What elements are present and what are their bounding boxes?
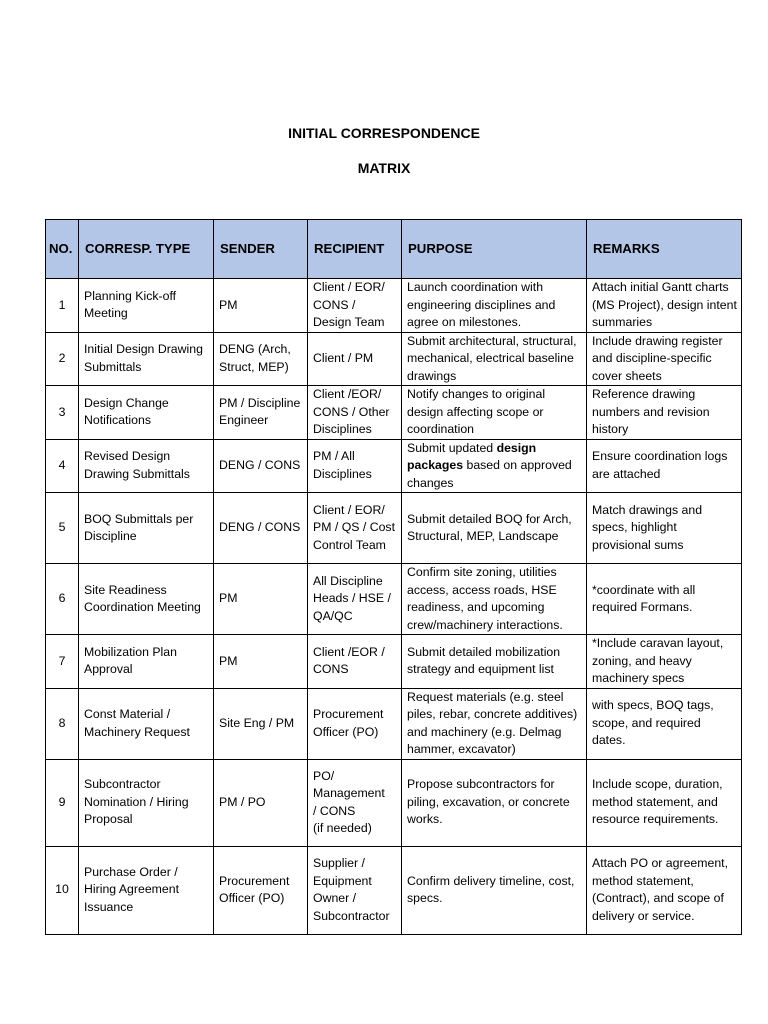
row-number: 9 — [46, 759, 79, 846]
purpose-text-end: based on approved changes — [407, 458, 572, 490]
purpose-cell: Submit detailed mobilization strategy and equipment list — [402, 635, 587, 689]
table-row — [46, 386, 742, 440]
purpose-cell: Confirm site zoning, utilities access, access roads, HSE readiness, and upcoming crew/machinery interactions. — [402, 564, 587, 635]
correspondence-matrix-table — [45, 219, 742, 935]
remarks-cell: Include drawing register and discipline-specific cover sheets — [587, 332, 742, 386]
purpose-cell: Propose subcontractors for piling, excavation, or concrete works. — [402, 759, 587, 846]
corresp-type-cell: Revised Design Drawing Submittals — [79, 439, 214, 493]
recipient-cell: Client /EOR/ CONS / Other Disciplines — [308, 386, 402, 440]
remarks-cell: Attach initial Gantt charts (MS Project), design intent summaries — [587, 279, 742, 333]
row-number: 1 — [46, 279, 79, 333]
row-number: 2 — [46, 332, 79, 386]
recipient-cell: Client / EOR/ PM / QS / Cost Control Team — [308, 493, 402, 564]
header-corresp-type: CORRESP. TYPE — [79, 220, 214, 279]
header-purpose: PURPOSE — [402, 220, 587, 279]
purpose-cell: Request materials (e.g. steel piles, rebar, concrete additives) and machinery (e.g. Delmag hammer, excavator) — [402, 688, 587, 759]
header-sender: SENDER — [214, 220, 308, 279]
table-row — [46, 759, 742, 846]
recipient-cell: Procurement Officer (PO) — [308, 688, 402, 759]
purpose-bold-text: design packages — [407, 440, 537, 472]
corresp-type-cell: Planning Kick-off Meeting — [79, 279, 214, 333]
purpose-cell: Submit architectural, structural, mechanical, electrical baseline drawings — [402, 332, 587, 386]
sender-cell: PM — [214, 279, 308, 333]
remarks-cell: Include scope, duration, method statement, and resource requirements. — [587, 759, 742, 846]
corresp-type-cell: Initial Design Drawing Submittals — [79, 332, 214, 386]
remarks-cell: Reference drawing numbers and revision history — [587, 386, 742, 440]
sender-cell: PM / PO — [214, 759, 308, 846]
recipient-cell: Client / PM — [308, 332, 402, 386]
corresp-type-cell: Subcontractor Nomination / Hiring Proposal — [79, 759, 214, 846]
sender-cell: DENG / CONS — [214, 493, 308, 564]
sender-cell: PM — [214, 564, 308, 635]
recipient-cell: All Discipline Heads / HSE / QA/QC — [308, 564, 402, 635]
row-number: 7 — [46, 635, 79, 689]
document-title: INITIAL CORRESPONDENCE — [288, 125, 480, 141]
corresp-type-cell: Mobilization Plan Approval — [79, 635, 214, 689]
sender-cell: DENG (Arch, Struct, MEP) — [214, 332, 308, 386]
table-row — [46, 846, 742, 934]
remarks-cell: Attach PO or agreement, method statement, (Contract), and scope of delivery or service. — [587, 846, 742, 934]
header-remarks: REMARKS — [587, 220, 742, 279]
table-row — [46, 332, 742, 386]
table-header-row — [46, 220, 742, 279]
recipient-line: PO/ — [313, 768, 335, 783]
purpose-cell: Launch coordination with engineering disciplines and agree on milestones. — [402, 279, 587, 333]
row-number: 5 — [46, 493, 79, 564]
purpose-cell: Submit detailed BOQ for Arch, Structural, MEP, Landscape — [402, 493, 587, 564]
corresp-type-cell: Site Readiness Coordination Meeting — [79, 564, 214, 635]
corresp-type-cell: BOQ Submittals per Discipline — [79, 493, 214, 564]
purpose-text-start: Submit updated — [407, 440, 497, 455]
header-no: NO. — [46, 220, 79, 279]
row-number: 8 — [46, 688, 79, 759]
row-number: 6 — [46, 564, 79, 635]
table-row — [46, 635, 742, 689]
header-recipient: RECIPIENT — [308, 220, 402, 279]
sender-cell: PM — [214, 635, 308, 689]
row-number: 3 — [46, 386, 79, 440]
remarks-cell: *Include caravan layout, zoning, and heavy machinery specs — [587, 635, 742, 689]
table-row — [46, 688, 742, 759]
purpose-cell — [402, 439, 587, 493]
recipient-cell — [308, 759, 402, 846]
remarks-cell: Match drawings and specs, highlight provisional sums — [587, 493, 742, 564]
recipient-line: Management — [313, 786, 385, 800]
purpose-cell: Confirm delivery timeline, cost, specs. — [402, 846, 587, 934]
recipient-cell: Client /EOR / CONS — [308, 635, 402, 689]
sender-cell: DENG / CONS — [214, 439, 308, 493]
row-number: 4 — [46, 439, 79, 493]
row-number: 10 — [46, 846, 79, 934]
corresp-type-cell: Const Material / Machinery Request — [79, 688, 214, 759]
sender-cell: Site Eng / PM — [214, 688, 308, 759]
remarks-cell: with specs, BOQ tags, scope, and required dates. — [587, 688, 742, 759]
purpose-cell: Notify changes to original design affecting scope or coordination — [402, 386, 587, 440]
recipient-cell: Client / EOR/ CONS / Design Team — [308, 279, 402, 333]
recipient-cell: PM / All Disciplines — [308, 439, 402, 493]
remarks-cell: Ensure coordination logs are attached — [587, 439, 742, 493]
table-row — [46, 279, 742, 333]
remarks-cell: *coordinate with all required Formans. — [587, 564, 742, 635]
recipient-cell: Supplier / Equipment Owner / Subcontractor — [308, 846, 402, 934]
table-row — [46, 493, 742, 564]
sender-cell: PM / Discipline Engineer — [214, 386, 308, 440]
table-row — [46, 564, 742, 635]
corresp-type-cell: Purchase Order / Hiring Agreement Issuance — [79, 846, 214, 934]
document-subtitle: MATRIX — [357, 160, 411, 176]
recipient-line: / CONS — [313, 803, 356, 818]
sender-cell: Procurement Officer (PO) — [214, 846, 308, 934]
table-row — [46, 439, 742, 493]
corresp-type-cell: Design Change Notifications — [79, 386, 214, 440]
recipient-line: (if needed) — [313, 821, 372, 835]
